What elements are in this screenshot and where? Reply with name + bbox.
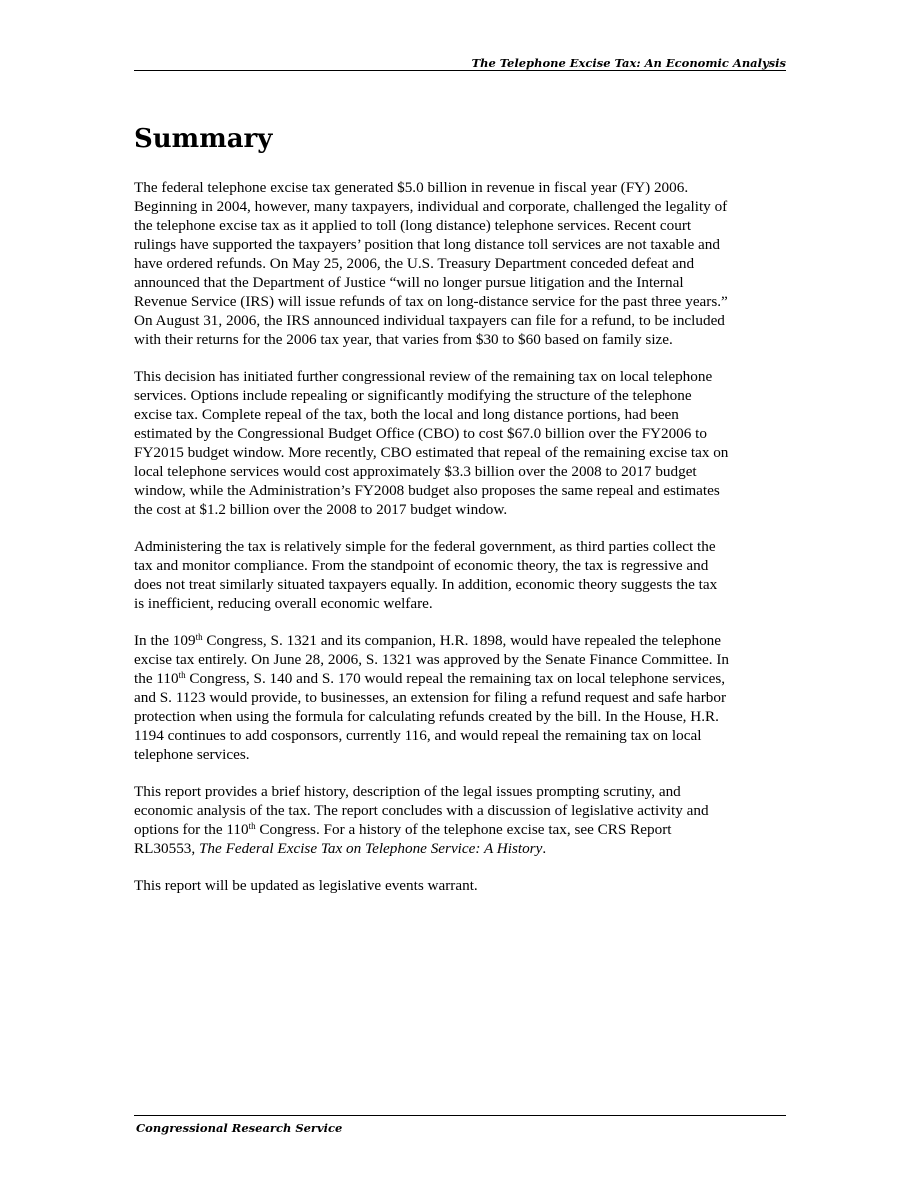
text-line: This decision has initiated further congressional review of the remaining tax on local telephone [134,368,713,385]
paragraph-revenue [134,178,786,349]
text-line: the cost at $1.2 billion over the 2008 to 2017 budget window. [134,501,508,518]
text-line: RL30553, The Federal Excise Tax on Telephone Service: A History. [134,840,547,857]
paragraph-update-note [134,876,786,895]
paragraph-review [134,367,786,519]
text-line: 1194 continues to add cosponsors, currently 116, and would repeal the remaining tax on local [134,727,702,744]
text-line: local telephone services would cost approximately $3.3 billion over the 2008 to 2017 budget [134,463,697,480]
text-line: protection when using the formula for calculating refunds created by the bill. In the House, H.R. [134,708,719,725]
text-line: Beginning in 2004, however, many taxpayers, individual and corporate, challenged the legality of [134,198,728,215]
text-line: the telephone excise tax as it applied to toll (long distance) telephone services. Recent court [134,217,692,234]
footer-rule [134,1115,786,1116]
text-line: tax and monitor compliance. From the standpoint of economic theory, the tax is regressive and [134,557,709,574]
text-line: Revenue Service (IRS) will issue refunds of tax on long-distance service for the past three years.” [134,293,728,310]
text-line: excise tax entirely. On June 28, 2006, S. 1321 was approved by the Senate Finance Committee. In [134,651,729,668]
text-line: excise tax. Complete repeal of the tax, both the local and long distance portions, had been [134,406,679,423]
text-line: economic analysis of the tax. The report concludes with a discussion of legislative activity and [134,802,709,819]
page-title: Summary [134,124,273,154]
superscript: th [195,632,203,642]
text-line: does not treat similarly situated taxpayers equally. In addition, economic theory suggests the tax [134,576,718,593]
running-header: The Telephone Excise Tax: An Economic Analysis [471,56,786,70]
report-title-citation: The Federal Excise Tax on Telephone Service: A History [198,840,543,857]
text-line: Administering the tax is relatively simple for the federal government, as third parties collect the [134,538,716,555]
text-line: the 110th Congress, S. 140 and S. 170 would repeal the remaining tax on local telephone services, [134,670,726,687]
text-line: services. Options include repealing or significantly modifying the structure of the telephone [134,387,692,404]
text-line: estimated by the Congressional Budget Office (CBO) to cost $67.0 billion over the FY2006 to [134,425,707,442]
text-line: have ordered refunds. On May 25, 2006, the U.S. Treasury Department conceded defeat and [134,255,695,272]
text-line: rulings have supported the taxpayers’ position that long distance toll services are not taxable and [134,236,720,253]
text-line: This report provides a brief history, description of the legal issues prompting scrutiny, and [134,783,681,800]
superscript: th [248,821,256,831]
superscript: th [178,670,186,680]
text-line: telephone services. [134,746,250,763]
text-line: The federal telephone excise tax generated $5.0 billion in revenue in fiscal year (FY) 2006. [134,179,689,196]
header-rule [134,70,786,71]
text-line: This report will be updated as legislative events warrant. [134,877,478,894]
text-line: with their returns for the 2006 tax year, that varies from $30 to $60 based on family size. [134,331,673,348]
text-line: options for the 110th Congress. For a history of the telephone excise tax, see CRS Report [134,821,672,838]
summary-body [134,178,786,913]
text-line: announced that the Department of Justice “will no longer pursue litigation and the Internal [134,274,684,291]
text-line: window, while the Administration’s FY2008 budget also proposes the same repeal and estimates [134,482,720,499]
text-line: is inefficient, reducing overall economic welfare. [134,595,433,612]
text-line: FY2015 budget window. More recently, CBO estimated that repeal of the remaining excise tax on [134,444,729,461]
running-footer: Congressional Research Service [136,1121,343,1135]
paragraph-report-scope [134,782,786,858]
paragraph-administration [134,537,786,613]
paragraph-legislation [134,631,786,764]
text-line: On August 31, 2006, the IRS announced individual taxpayers can file for a refund, to be included [134,312,725,329]
text-line: and S. 1123 would provide, to businesses, an extension for filing a refund request and safe harbor [134,689,727,706]
text-line: In the 109th Congress, S. 1321 and its companion, H.R. 1898, would have repealed the telephone [134,632,721,649]
